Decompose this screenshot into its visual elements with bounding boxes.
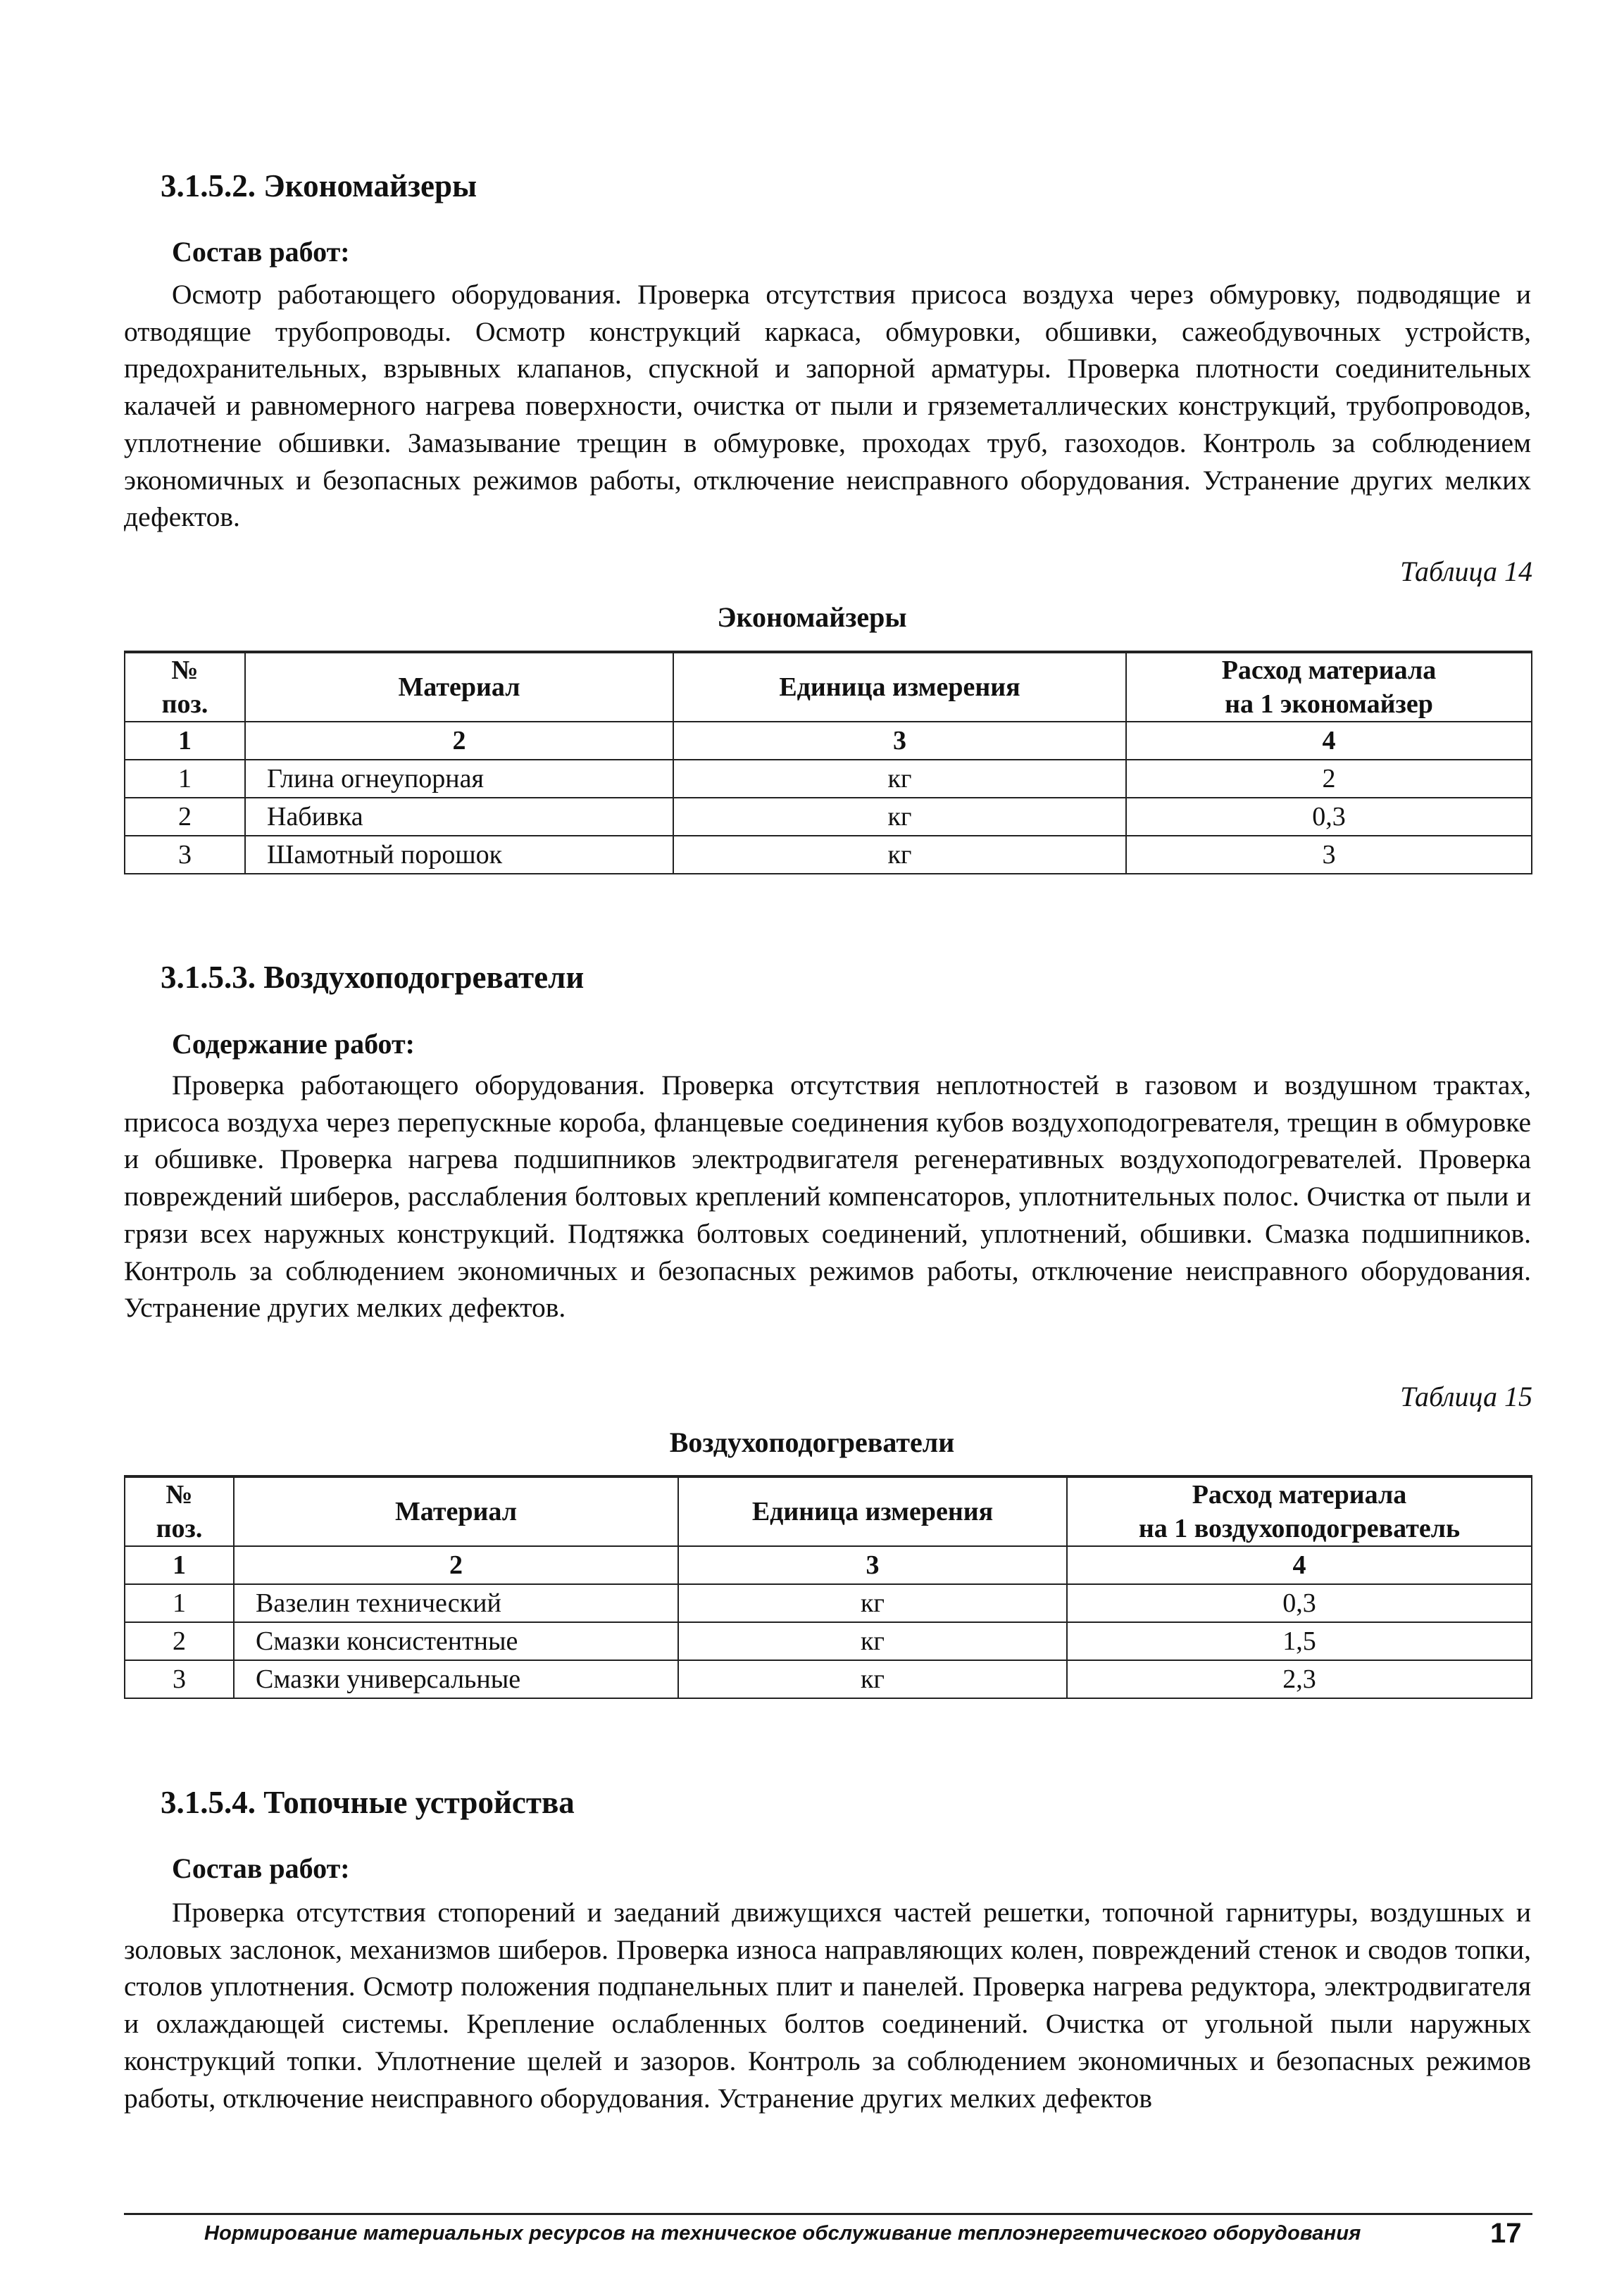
cell-material: Глина огнеупорная — [245, 760, 673, 798]
cell-unit: кг — [673, 836, 1126, 874]
cell-rate: 2 — [1126, 760, 1532, 798]
paragraph-furnace-devices: Проверка отсутствия стопорений и заеданий движущихся частей решетки, топочной гарнитуры, воздушных и золовых заслонок, механизмов шиберов. Проверка износа направляющих колен, повреждений стенок и сводов топки, столов уплотнения. Осмотр положения подпанельных плит и панелей. Проверка нагрева редуктора, электродвигателя и охлаждающей системы. Крепление ослабленных болтов соединений. Очистка от угольной пыли наружных конструкций топки. Уплотнение щелей и зазоров. Контроль за соблюдением экономичных и безопасных режимов работы, отключение неисправного оборудования. Устранение других мелких дефектов — [124, 1897, 1531, 2114]
col-number: 1 — [125, 1546, 234, 1584]
section-heading-furnace-devices: 3.1.5.4. Топочные устройства — [161, 1785, 575, 1820]
col-number: 4 — [1067, 1546, 1532, 1584]
table-caption-15: Таблица 15 — [1400, 1381, 1532, 1412]
cell-material: Вазелин технический — [234, 1584, 678, 1622]
header-material: Материал — [245, 652, 673, 722]
subheading-work-scope-3: Состав работ: — [172, 1852, 350, 1884]
header-unit: Единица измерения — [673, 652, 1126, 722]
col-number: 4 — [1126, 722, 1532, 760]
table-caption-14: Таблица 14 — [1400, 556, 1532, 587]
cell-num: 1 — [125, 1584, 234, 1622]
cell-rate: 2,3 — [1067, 1660, 1532, 1698]
subheading-work-scope-1: Состав работ: — [172, 236, 350, 268]
cell-unit: кг — [673, 760, 1126, 798]
footer-divider — [124, 2213, 1532, 2215]
cell-rate: 0,3 — [1126, 798, 1532, 836]
header-unit: Единица измерения — [678, 1476, 1067, 1546]
cell-num: 1 — [125, 760, 245, 798]
cell-material: Шамотный порошок — [245, 836, 673, 874]
footer-title: Нормирование материальных ресурсов на техническое обслуживание теплоэнергетического оборудования — [204, 2222, 1361, 2245]
section-heading-economizers: 3.1.5.2. Экономайзеры — [161, 168, 477, 203]
cell-num: 2 — [125, 1622, 234, 1660]
table-column-numbers — [125, 1546, 1532, 1584]
col-number: 2 — [245, 722, 673, 760]
cell-rate: 0,3 — [1067, 1584, 1532, 1622]
table-title-14: Экономайзеры — [717, 601, 907, 633]
table-title-15: Воздухоподогреватели — [669, 1426, 955, 1458]
cell-rate: 3 — [1126, 836, 1532, 874]
subheading-work-content: Содержание работ: — [172, 1028, 415, 1060]
col-number: 3 — [678, 1546, 1067, 1584]
table-row — [125, 1622, 1532, 1660]
page-number: 17 — [1490, 2218, 1522, 2249]
col-number: 1 — [125, 722, 245, 760]
table-air-heaters — [124, 1475, 1532, 1699]
table-row — [125, 798, 1532, 836]
cell-unit: кг — [678, 1622, 1067, 1660]
col-number: 2 — [234, 1546, 678, 1584]
table-column-numbers — [125, 722, 1532, 760]
cell-unit: кг — [678, 1660, 1067, 1698]
header-rate: Расход материала на 1 воздухоподогреватель — [1067, 1476, 1532, 1546]
cell-material: Набивка — [245, 798, 673, 836]
paragraph-air-heaters: Проверка работающего оборудования. Проверка отсутствия неплотностей в газовом и воздушном трактах, присоса воздуха через перепускные короба, фланцевые соединения кубов воздухоподогревателя, трещин в обмуровке и обшивке. Проверка нагрева подшипников электродвигателя регенеративных воздухоподогревателей. Проверка повреждений шиберов, расслабления болтовых креплений компенсаторов, уплотнительных полос. Очистка от пыли и грязи всех наружных конструкций. Подтяжка болтовых соединений, уплотнений, обшивки. Смазка подшипников. Контроль за соблюдением экономичных и безопасных режимов работы, отключение неисправного оборудования. Устранение других мелких дефектов. — [124, 1069, 1531, 1324]
table-header-row — [125, 1476, 1532, 1546]
col-number: 3 — [673, 722, 1126, 760]
cell-num: 2 — [125, 798, 245, 836]
section-heading-air-heaters: 3.1.5.3. Воздухоподогреватели — [161, 960, 585, 995]
header-material: Материал — [234, 1476, 678, 1546]
cell-num: 3 — [125, 1660, 234, 1698]
table-row — [125, 1660, 1532, 1698]
cell-unit: кг — [678, 1584, 1067, 1622]
table-economizers — [124, 651, 1532, 874]
header-num: № поз. — [125, 1476, 234, 1546]
header-num: № поз. — [125, 652, 245, 722]
table-row — [125, 1584, 1532, 1622]
table-header-row — [125, 652, 1532, 722]
cell-unit: кг — [673, 798, 1126, 836]
cell-material: Смазки универсальные — [234, 1660, 678, 1698]
header-rate: Расход материала на 1 экономайзер — [1126, 652, 1532, 722]
table-row — [125, 760, 1532, 798]
table-row — [125, 836, 1532, 874]
cell-num: 3 — [125, 836, 245, 874]
cell-rate: 1,5 — [1067, 1622, 1532, 1660]
cell-material: Смазки консистентные — [234, 1622, 678, 1660]
paragraph-economizers: Осмотр работающего оборудования. Проверка отсутствия присоса воздуха через обмуровку, подводящие и отводящие трубопроводы. Осмотр конструкций каркаса, обмуровки, обшивки, сажеобдувочных устройств, предохранительных, взрывных клапанов, спускной и запорной арматуры. Проверка плотности соединительных калачей и равномерного нагрева поверхности, очистка от пыли и гряземеталлических конструкций, трубопроводов, уплотнение обшивки. Замазывание трещин в обмуровке, проходах труб, газоходов. Контроль за соблюдением экономичных и безопасных режимов работы, отключение неисправного оборудования. Устранение других мелких дефектов. — [124, 279, 1531, 533]
